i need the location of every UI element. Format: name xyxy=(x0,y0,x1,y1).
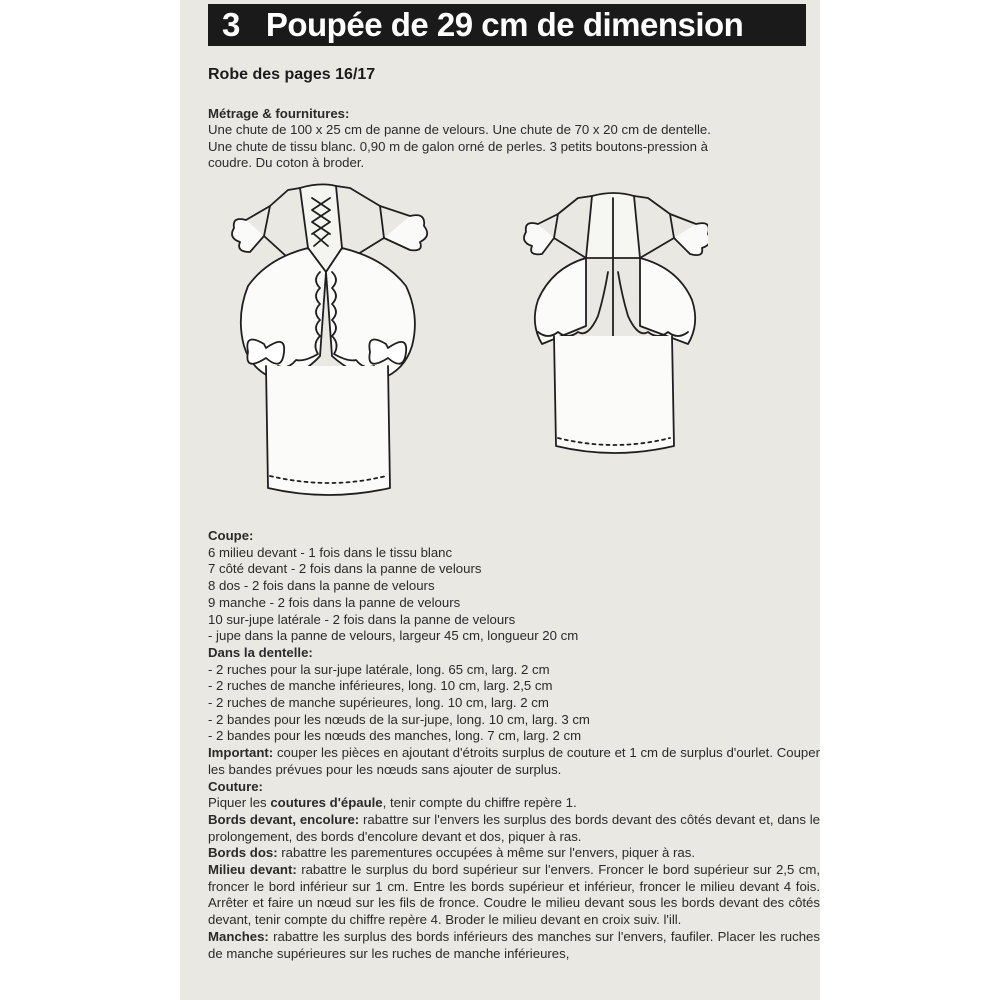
materials-section xyxy=(208,106,820,172)
pattern-subtitle: Robe des pages 16/17 xyxy=(208,66,376,83)
dress-front-illustration xyxy=(232,184,427,495)
bords-devant-paragraph xyxy=(208,812,820,845)
dress-back-illustration xyxy=(524,193,708,453)
dentelle-item: - 2 ruches de manche supérieures, long. 10 cm, larg. 2 cm xyxy=(208,695,549,711)
milieu-devant-text: rabattre le surplus du bord supérieur sur l'envers. Froncer le bord supérieur sur 2,5 cm, froncer le bord inférieur sur 1 cm. Entre les bords supérieur et inférieur, froncer le milieu devant 4 fois. Arrêter et faire un nœud sur les fils de fronce. Coudre le milieu devant sous les bords devant des côtés devant, tenir compte du chiffre repère 4. Broder le milieu devant en croix suiv. l'ill. xyxy=(208,862,820,928)
dentelle-item: - 2 ruches de manche inférieures, long. 10 cm, larg. 2,5 cm xyxy=(208,678,553,694)
dentelle-item: - 2 bandes pour les nœuds de la sur-jupe, long. 10 cm, larg. 3 cm xyxy=(208,711,590,727)
manches-text: rabattre les surplus des bords inférieurs des manches sur l'envers, faufiler. Placer les ruches de manche supérieures sur les ruches de manche inférieures, xyxy=(208,928,820,961)
dentelle-item: - 2 bandes pour les nœuds des manches, long. 7 cm, larg. 2 cm xyxy=(208,728,582,744)
manches-paragraph xyxy=(208,929,820,962)
coupe-item: 7 côté devant - 2 fois dans la panne de velours xyxy=(208,561,482,577)
couture-text: Piquer les xyxy=(208,795,271,811)
materials-heading: Métrage & fournitures: xyxy=(208,106,350,121)
manches-label: Manches: xyxy=(208,928,269,944)
coupe-heading: Coupe: xyxy=(208,528,254,543)
dentelle-heading: Dans la dentelle: xyxy=(208,644,313,660)
couture-text: , tenir compte du chiffre repère 1. xyxy=(382,795,577,811)
pattern-page xyxy=(180,0,820,1000)
instructions-section xyxy=(208,528,820,962)
couture-heading: Couture: xyxy=(208,778,263,794)
bords-dos-label: Bords dos: xyxy=(208,845,278,861)
materials-line: Une chute de tissu blanc. 0,90 m de galon orné de perles. 3 petits boutons-pression à xyxy=(208,138,708,154)
coupe-item: 6 milieu devant - 1 fois dans le tissu blanc xyxy=(208,544,453,560)
important-paragraph xyxy=(208,745,820,778)
couture-paragraph xyxy=(208,795,820,812)
coupe-item: - jupe dans la panne de velours, largeur 45 cm, longueur 20 cm xyxy=(208,628,579,644)
milieu-devant-label: Milieu devant: xyxy=(208,862,297,878)
coupe-item: 10 sur-jupe latérale - 2 fois dans la panne de velours xyxy=(208,611,516,627)
materials-line: coudre. Du coton à broder. xyxy=(208,155,365,171)
important-label: Important: xyxy=(208,745,274,761)
materials-line: Une chute de 100 x 25 cm de panne de velours. Une chute de 70 x 20 cm de dentelle. xyxy=(208,122,711,138)
bords-devant-label: Bords devant, encolure: xyxy=(208,811,360,827)
important-text: couper les pièces en ajoutant d'étroits surplus de couture et 1 cm de surplus d'ourlet. Couper les bandes prévues pour les nœuds sans ajouter de surplus. xyxy=(208,745,820,777)
couture-bold-term: coutures d'épaule xyxy=(270,795,383,811)
bords-dos-paragraph xyxy=(208,845,820,862)
page-title: Poupée de 29 cm de dimension xyxy=(265,6,744,43)
dress-illustrations xyxy=(208,176,708,516)
page-header xyxy=(208,4,806,46)
milieu-devant-paragraph xyxy=(208,862,820,929)
coupe-item: 9 manche - 2 fois dans la panne de velours xyxy=(208,594,461,610)
section-number: 3 xyxy=(222,6,240,43)
dentelle-item: - 2 ruches pour la sur-jupe latérale, long. 65 cm, larg. 2 cm xyxy=(208,661,550,677)
coupe-item: 8 dos - 2 fois dans la panne de velours xyxy=(208,578,435,594)
bords-dos-text: rabattre les parementures occupées à même sur l'envers, piquer à ras. xyxy=(277,845,695,861)
bords-devant-text: rabattre sur l'envers les surplus des bords devant des côtés devant et, dans le prolongement, des bords d'encolure devant et dos, piquer à ras. xyxy=(208,811,820,844)
